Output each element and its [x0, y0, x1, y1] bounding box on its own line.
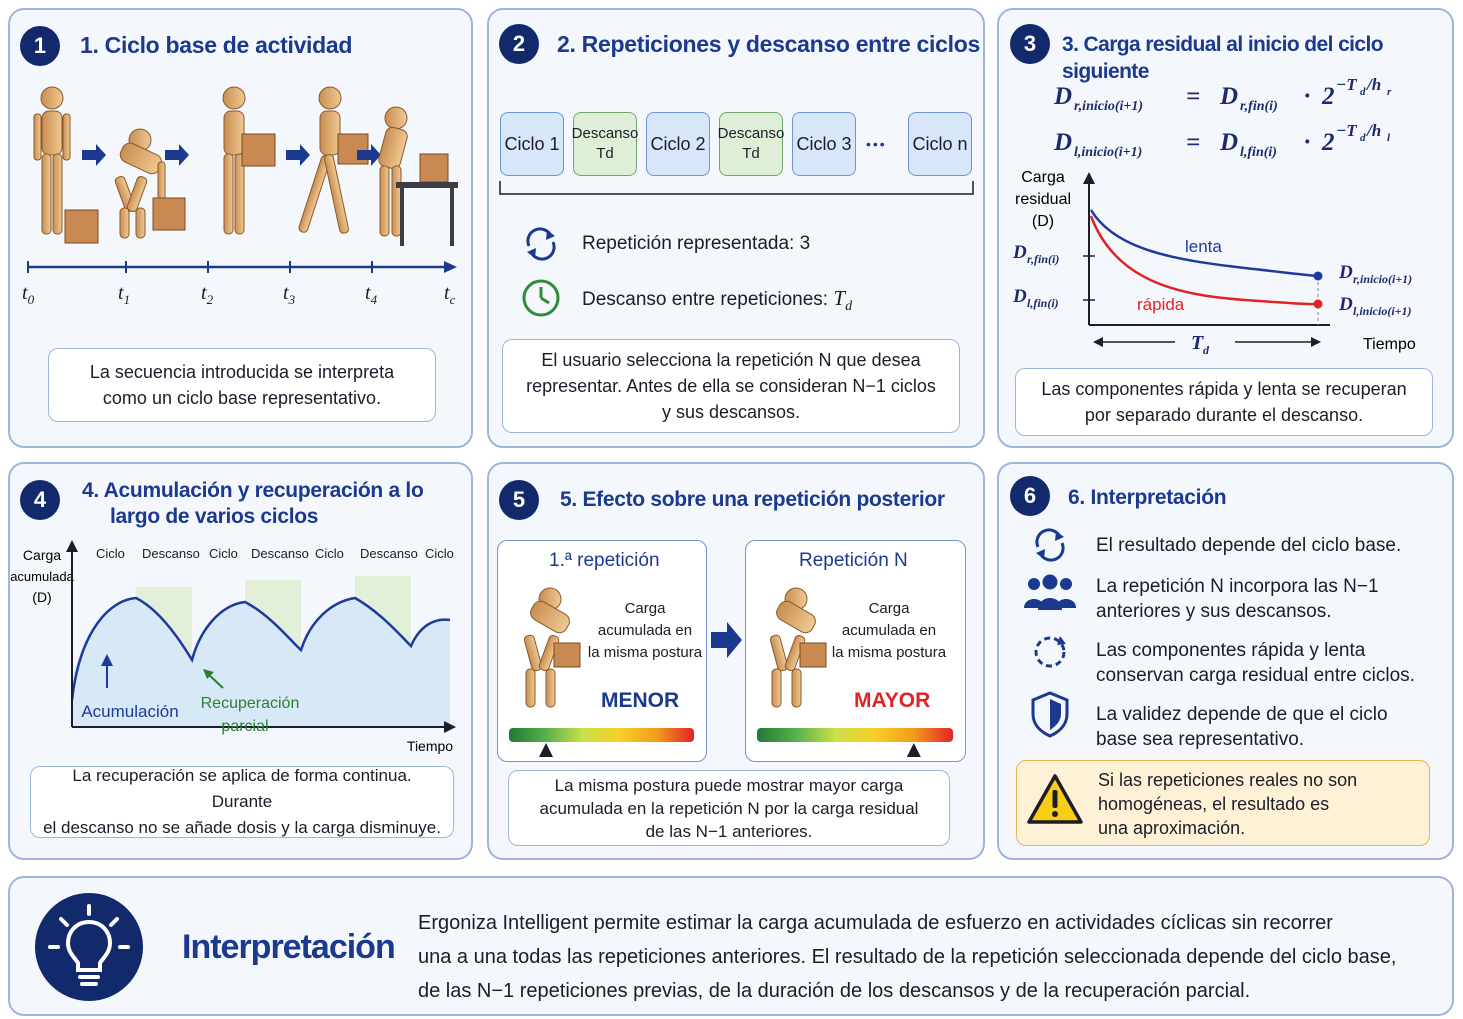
card-text-line: Carga — [624, 600, 666, 617]
recovery-label: Recuperación — [200, 695, 300, 712]
repetition-label: Repetición representada: 3 — [582, 233, 811, 254]
mannequin-bending-icon — [756, 585, 836, 715]
phase-label: Ciclo — [209, 546, 238, 561]
panel2-note-line: El usuario selecciona la repetición N que desea — [541, 350, 921, 370]
step-number-3: 3 — [1010, 24, 1050, 64]
interpretation-item-1 — [1096, 533, 1401, 558]
mannequin-figure-5 — [377, 107, 409, 236]
timeline-tick-2: $t_2$ — [201, 282, 214, 307]
rest-label: Descanso — [717, 125, 785, 142]
cycles-bracket — [498, 178, 976, 198]
table-icon — [396, 182, 458, 246]
panel5-note-line: La misma postura puede mostrar mayor carga — [554, 775, 904, 795]
svg-text:T: T — [1191, 332, 1204, 354]
left-card-text — [586, 598, 704, 664]
panel5-note — [508, 770, 950, 846]
card-text-line: acumulada en — [597, 622, 693, 639]
rest-box-2 — [719, 112, 783, 176]
panel6-title: 6. Interpretación — [1068, 486, 1227, 509]
footer-line: una a una todas las repeticiones anteriores. El resultado de la repetición seleccionada depende del ciclo base, — [418, 946, 1397, 968]
item-line: base sea representativo. — [1096, 729, 1305, 750]
svg-text:l: l — [1387, 132, 1391, 144]
footer-line: Ergoniza Intelligent permite estimar la carga acumulada de esfuerzo en actividades cíclicas sin recorrer — [418, 912, 1333, 934]
fast-end-point — [1314, 300, 1323, 309]
svg-text:2: 2 — [1322, 129, 1335, 156]
svg-text:Carga: Carga — [1021, 169, 1065, 186]
svg-text:D: D — [1339, 294, 1353, 315]
svg-text:D: D — [1220, 83, 1239, 110]
svg-text:l,fin(i): l,fin(i) — [1027, 296, 1059, 310]
panel5-note-line: acumulada en la repetición N por la carga residual — [539, 798, 919, 818]
phase-labels — [84, 546, 464, 564]
slow-end-point — [1314, 272, 1323, 281]
arrow-right-icon — [286, 144, 310, 166]
arrow-right-icon — [165, 144, 189, 166]
clock-icon — [520, 277, 562, 319]
repetition-n-title: Repetición N — [799, 550, 908, 571]
rest-label: Descanso — [571, 125, 639, 142]
svg-text:r: r — [1387, 86, 1392, 98]
panel1-title: 1. Ciclo base de actividad — [80, 32, 353, 58]
timeline-tick-c: $t_c$ — [444, 282, 456, 307]
panel3-note-line: Las componentes rápida y lenta se recuperan — [1041, 379, 1407, 399]
arrow-right-icon — [82, 144, 106, 166]
accumulation-chart — [10, 540, 470, 760]
phase-label: Descanso — [360, 546, 418, 561]
panel2-note — [502, 339, 960, 433]
slow-label: lenta — [1185, 237, 1222, 256]
time-axis-label: Tiempo — [1363, 336, 1416, 353]
footer-title: Interpretación — [182, 928, 395, 966]
panel3-title: 3. Carga residual al inicio del ciclo siguiente — [1062, 33, 1383, 83]
svg-text:D: D — [1339, 262, 1353, 283]
recovery-label: parcial — [221, 718, 269, 735]
panel4-title-line2: largo de varios ciclos — [110, 505, 319, 528]
step-number-6: 6 — [1010, 476, 1050, 516]
timeline-tick-3: $t_3$ — [283, 282, 296, 307]
item-line: La repetición N incorpora las N−1 — [1096, 576, 1379, 597]
svg-text:−T: −T — [1336, 75, 1357, 94]
interpretation-item-3 — [1096, 638, 1415, 688]
panel2-note-line: representar. Antes de ella se consideran N−1 ciclos — [526, 376, 936, 396]
svg-text:D: D — [1054, 83, 1073, 110]
svg-text:D: D — [1013, 286, 1027, 307]
svg-text:·: · — [1304, 83, 1311, 110]
item-line: anteriores y sus descansos. — [1096, 601, 1332, 622]
timeline-tick-0: $t_0$ — [22, 282, 35, 307]
arrow-right-icon — [711, 620, 743, 660]
svg-text:(D): (D) — [32, 589, 52, 605]
rest-var-sub: d — [845, 298, 853, 314]
panel4-title-line1: 4. Acumulación y recuperación a lo — [82, 479, 424, 502]
warning-line: homogéneas, el resultado es — [1098, 794, 1330, 814]
people-icon — [1022, 574, 1078, 614]
fast-label: rápida — [1137, 295, 1185, 314]
step-number-5: 5 — [499, 480, 539, 520]
timeline — [20, 250, 465, 312]
warning-line: una aproximación. — [1098, 818, 1246, 838]
box-icon — [420, 154, 448, 182]
mannequin-bending-icon — [510, 585, 590, 715]
panel1-note — [48, 348, 436, 422]
panel5-title: 5. Efecto sobre una repetición posterior — [560, 488, 945, 511]
svg-text:d: d — [1360, 86, 1366, 98]
svg-text:l,fin(i): l,fin(i) — [1240, 145, 1277, 160]
svg-text:=: = — [1186, 129, 1201, 156]
svg-text:/h: /h — [1367, 75, 1382, 94]
svg-text:l,inicio(i+1): l,inicio(i+1) — [1074, 145, 1143, 160]
panel4-note-line: La recuperación se aplica de forma continua. Durante — [72, 766, 412, 811]
svg-text:−T: −T — [1336, 121, 1357, 140]
residual-decay-chart — [1005, 160, 1450, 360]
svg-text:r,fin(i): r,fin(i) — [1240, 99, 1278, 114]
cycle-box-n: Ciclo n — [908, 112, 972, 176]
time-axis-label: Tiempo — [406, 738, 454, 754]
svg-text:residual: residual — [1014, 191, 1072, 208]
lightbulb-icon — [34, 892, 144, 1002]
cycle-box-3: Ciclo 3 — [792, 112, 856, 176]
svg-text:D: D — [1013, 242, 1027, 263]
timeline-tick-1: $t_1$ — [118, 282, 131, 307]
box-icon — [242, 134, 275, 166]
panel1-note-line: como un ciclo base representativo. — [102, 388, 382, 408]
interpretation-item-2 — [1096, 574, 1379, 624]
rest-duration-text: Descanso entre repeticiones: — [582, 289, 829, 310]
svg-text:l,inicio(i+1): l,inicio(i+1) — [1353, 304, 1412, 318]
cycle-box-2: Ciclo 2 — [646, 112, 710, 176]
rest-sub: Td — [742, 145, 760, 162]
item-line: conservan carga residual entre ciclos. — [1096, 665, 1415, 686]
item-line: La validez depende de que el ciclo — [1096, 704, 1388, 725]
svg-text:·: · — [1304, 129, 1311, 156]
interpretation-item-4 — [1096, 702, 1388, 752]
panel4-note-line: el descanso no se añade dosis y la carga disminuye. — [43, 818, 441, 837]
panel5-note-line: de las N−1 anteriores. — [645, 821, 813, 841]
panel1-note-line: La secuencia introducida se interpreta — [89, 362, 395, 382]
footer-text — [418, 906, 1396, 1008]
level-mayor: MAYOR — [854, 689, 931, 712]
svg-text:D: D — [1220, 129, 1239, 156]
item-line: El resultado depende del ciclo base. — [1096, 535, 1402, 556]
svg-text:(D): (D) — [1031, 213, 1055, 230]
decay-equations — [1050, 70, 1450, 166]
warning-line: Si las repeticiones reales no son — [1098, 770, 1358, 790]
timeline-tick-4: $t_4$ — [365, 282, 378, 307]
first-repetition-title: 1.ª repetición — [549, 550, 660, 571]
accumulation-label: Acumulación — [81, 702, 179, 721]
item-line: Las componentes rápida y lenta — [1096, 640, 1366, 661]
svg-text:r,inicio(i+1): r,inicio(i+1) — [1074, 99, 1144, 114]
svg-text:d: d — [1360, 132, 1366, 144]
panel2-note-line: y sus descansos. — [661, 402, 801, 422]
sync-icon — [1030, 525, 1070, 565]
phase-label: Descanso — [142, 546, 200, 561]
svg-text:/h: /h — [1367, 121, 1382, 140]
step-number-2: 2 — [499, 24, 539, 64]
ellipsis: ••• — [866, 136, 887, 152]
phase-label: Ciclo — [315, 546, 344, 561]
panel2-title: 2. Repeticiones y descanso entre ciclos — [557, 31, 980, 57]
risk-pointer-left — [509, 742, 694, 758]
svg-text:d: d — [1203, 343, 1209, 357]
card-text-line: Carga — [868, 600, 910, 617]
risk-scale-left — [509, 728, 694, 742]
card-text-line: acumulada en — [841, 622, 937, 639]
svg-text:r,fin(i): r,fin(i) — [1027, 252, 1060, 266]
rest-var: T — [833, 286, 846, 310]
sync-icon — [521, 224, 561, 264]
svg-text:=: = — [1186, 83, 1201, 110]
card-text-line: la misma postura — [587, 644, 703, 661]
svg-text:2: 2 — [1322, 83, 1335, 110]
rest-sub: Td — [596, 145, 614, 162]
svg-text:r,inicio(i+1): r,inicio(i+1) — [1353, 272, 1413, 286]
right-card-text — [830, 598, 948, 664]
phase-label: Ciclo — [425, 546, 454, 561]
shield-icon — [1030, 690, 1070, 738]
rest-duration-label — [582, 286, 852, 315]
footer-line: de las N−1 repeticiones previas, de la duración de los descansos y de la recuperación parcial. — [418, 980, 1251, 1002]
phase-label: Descanso — [251, 546, 309, 561]
rest-box-1 — [573, 112, 637, 176]
risk-pointer-right — [757, 742, 953, 758]
box-icon — [153, 198, 185, 230]
svg-text:Carga: Carga — [22, 547, 62, 563]
step-number-4: 4 — [20, 480, 60, 520]
phase-label: Ciclo — [96, 546, 125, 561]
panel3-note-line: por separado durante el descanso. — [1084, 405, 1364, 425]
panel4-note — [30, 766, 454, 838]
cycle-dashed-icon — [1030, 632, 1070, 672]
card-text-line: la misma postura — [831, 644, 947, 661]
risk-scale-right — [757, 728, 953, 742]
cycle-box-1: Ciclo 1 — [500, 112, 564, 176]
step-number-1: 1 — [20, 26, 60, 66]
fast-decay-line — [1091, 216, 1318, 304]
svg-text:D: D — [1054, 129, 1073, 156]
level-menor: MENOR — [601, 689, 680, 712]
box-icon — [65, 210, 98, 243]
panel3-note — [1015, 368, 1433, 436]
warning-icon — [1026, 772, 1084, 828]
warning-text — [1098, 768, 1357, 840]
svg-text:acumulada: acumulada — [10, 569, 74, 584]
